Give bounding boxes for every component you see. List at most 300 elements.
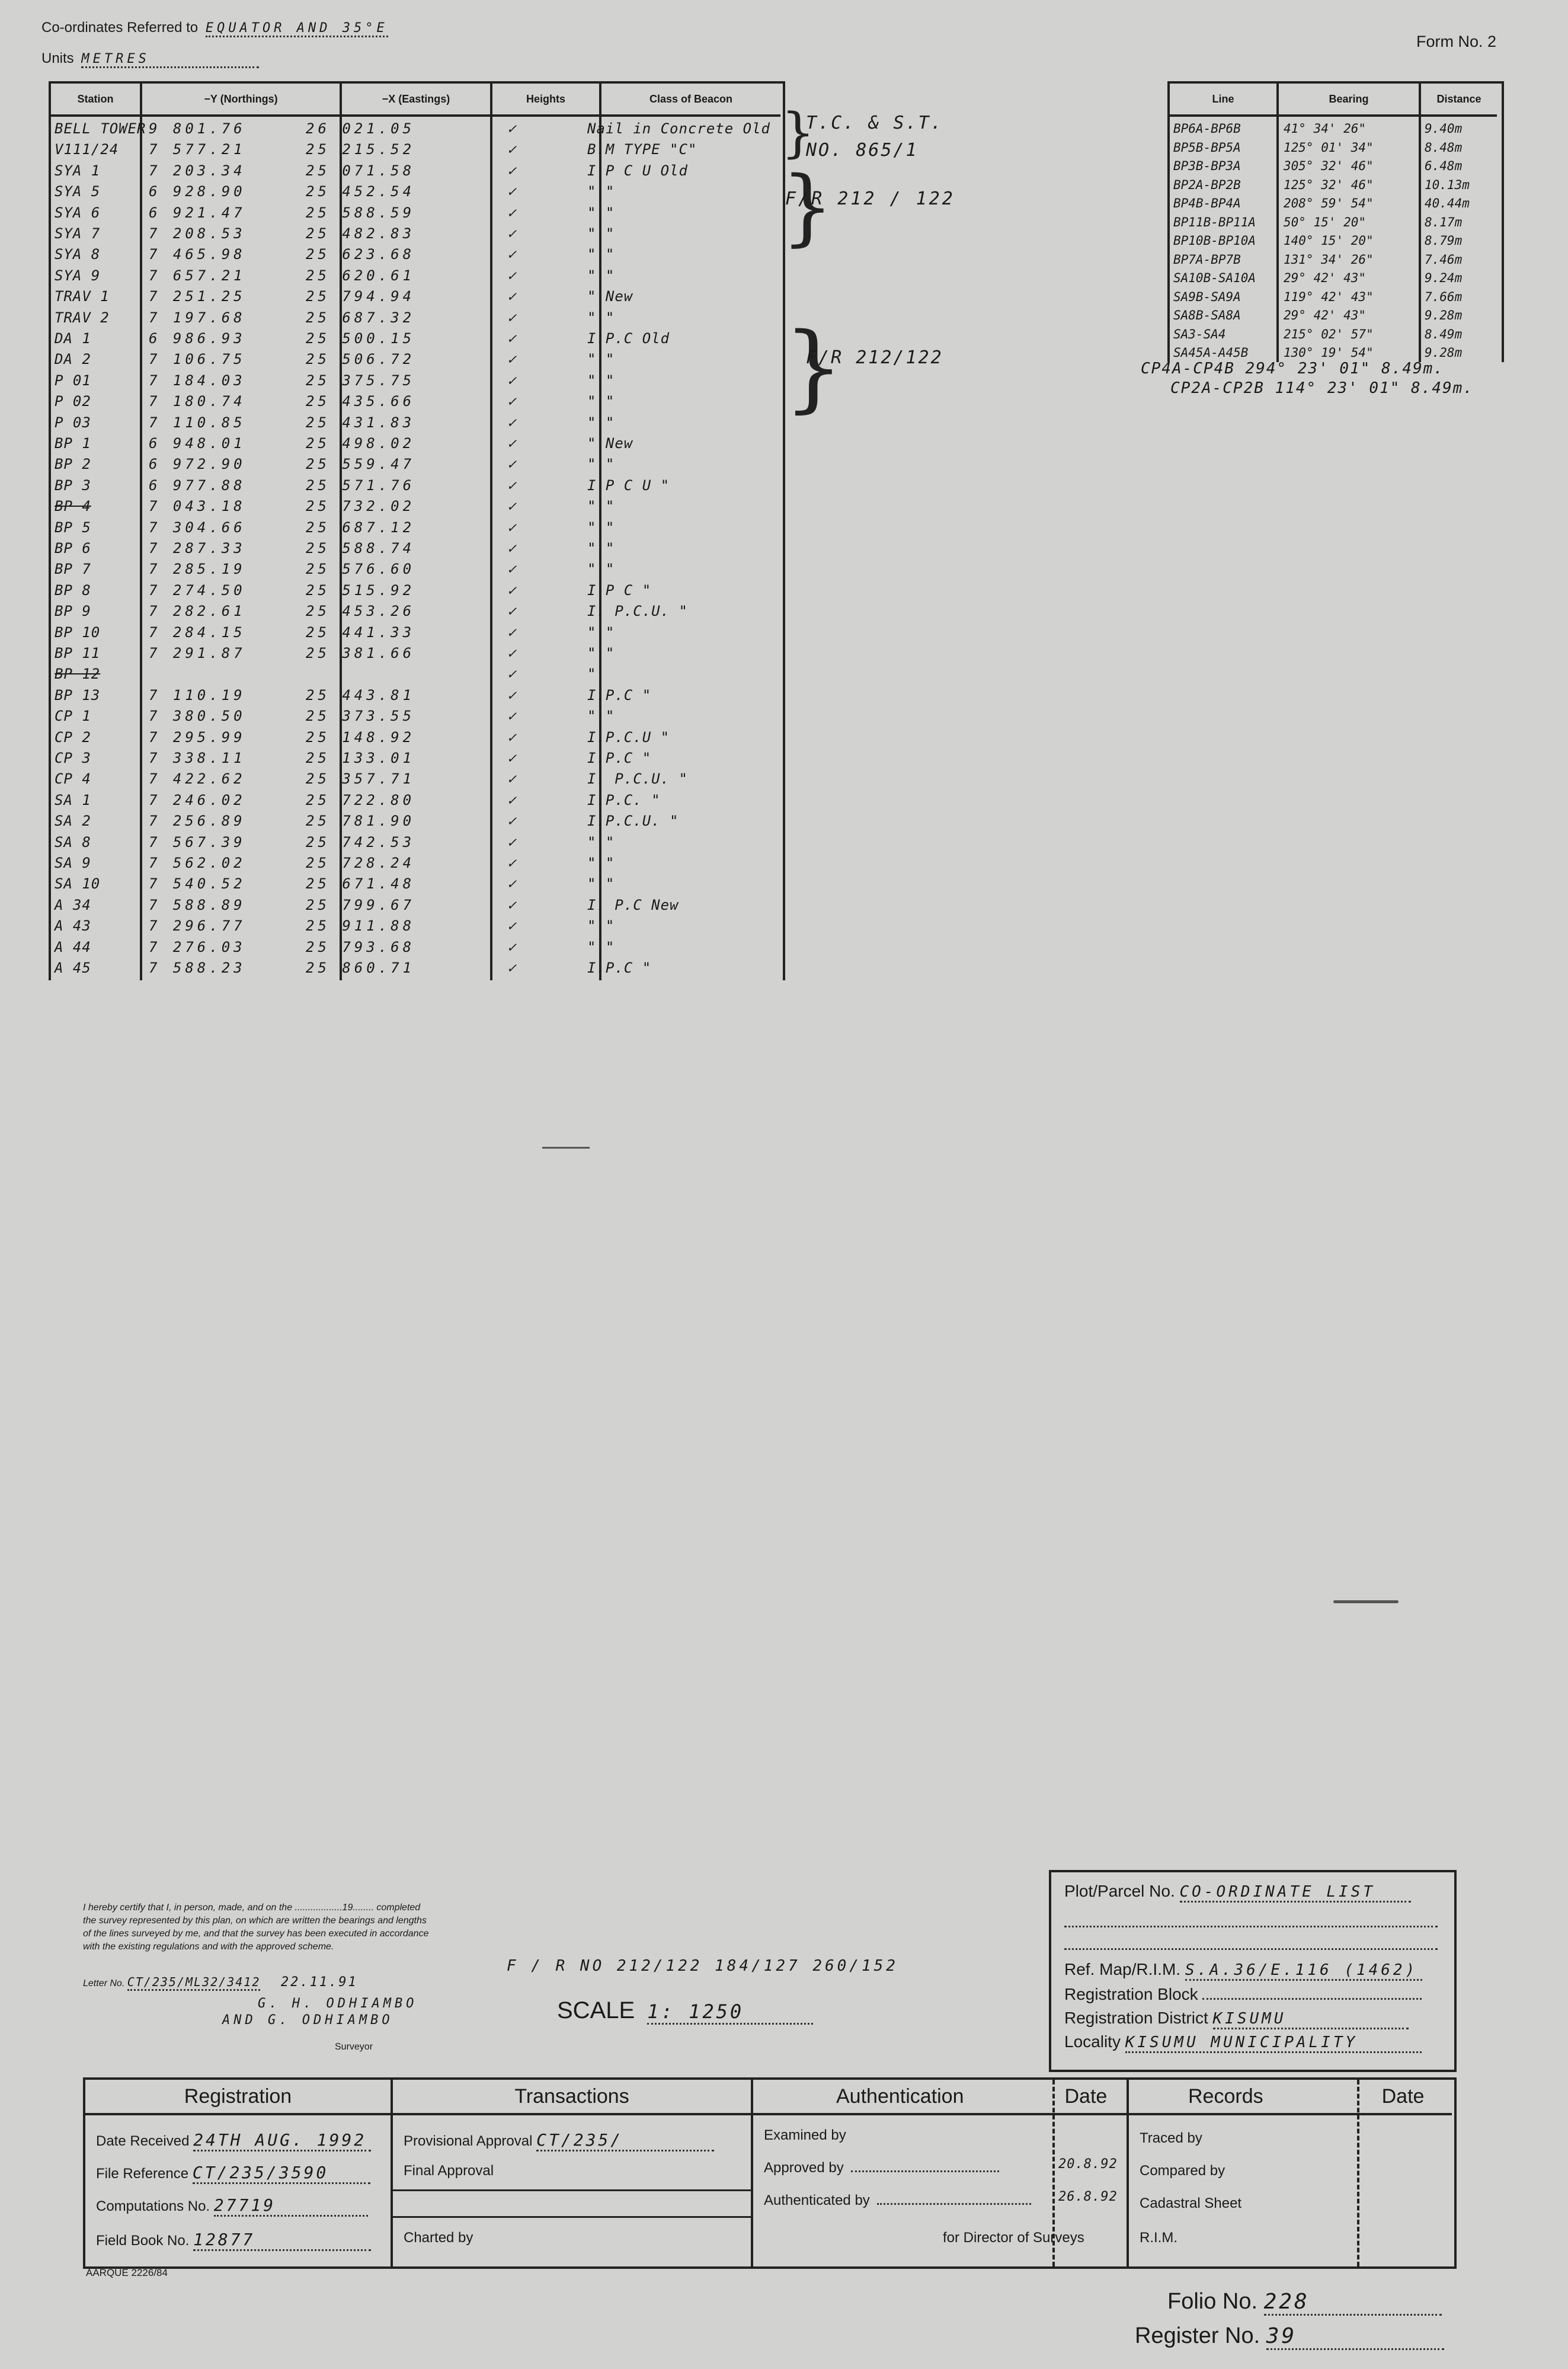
bearing-row xyxy=(1170,289,1499,307)
class-cell: " xyxy=(587,666,597,683)
distance-cell: 9.40m xyxy=(1425,122,1463,136)
northing-cell: 7 422.62 xyxy=(149,771,246,788)
coord-row xyxy=(51,728,780,747)
line-cell: BP10B-BP10A xyxy=(1173,234,1256,248)
northing-cell: 7 588.89 xyxy=(149,896,246,913)
ref-value: S.A.36/E.116 (1462) xyxy=(1185,1961,1422,1981)
station-cell: SA 2 xyxy=(55,813,91,830)
locality-line xyxy=(1064,2032,1422,2053)
bearing-cell: 208° 59' 54" xyxy=(1284,196,1374,210)
authentication-column xyxy=(753,2080,1129,2266)
file-ref-label: File Reference xyxy=(96,2166,189,2182)
station-cell: BP 2 xyxy=(55,456,91,473)
easting-cell: 25 781.90 xyxy=(306,813,415,830)
distance-cell: 8.79m xyxy=(1425,234,1463,248)
station-cell: BP 7 xyxy=(55,561,91,578)
scale-value: 1: 1250 xyxy=(647,2000,813,2025)
district-value: KISUMU xyxy=(1213,2010,1409,2029)
height-check-mark: ✓ xyxy=(507,456,516,473)
distance-cell: 8.48m xyxy=(1425,140,1463,155)
class-cell: " " xyxy=(587,393,615,410)
block-label: Registration Block xyxy=(1064,1985,1198,2003)
easting-cell: 25 623.68 xyxy=(306,246,415,263)
northing-cell: 7 567.39 xyxy=(149,833,246,851)
easting-cell: 25 911.88 xyxy=(306,917,415,935)
coord-row xyxy=(51,896,780,915)
easting-cell: 25 443.81 xyxy=(306,686,415,704)
northing-cell: 6 948.01 xyxy=(149,435,246,452)
coord-row xyxy=(51,224,780,244)
fieldbook-line xyxy=(96,2230,371,2251)
final-approval-label: Final Approval xyxy=(404,2163,494,2179)
height-check-mark: ✓ xyxy=(507,960,516,976)
coord-row xyxy=(51,476,780,495)
coord-row xyxy=(51,769,780,789)
distance-cell: 10.13m xyxy=(1425,177,1470,192)
station-cell: BP 6 xyxy=(55,540,91,557)
station-cell: DA 1 xyxy=(55,330,91,347)
easting-cell: 26 021.05 xyxy=(306,120,415,137)
easting-cell: 25 687.12 xyxy=(306,519,415,536)
class-cell: I.P.C.U. " xyxy=(587,813,679,830)
bearing-row xyxy=(1170,251,1499,270)
height-check-mark: ✓ xyxy=(507,603,516,620)
class-cell: I. P.C.U. " xyxy=(587,603,688,620)
northing-cell: 7 657.21 xyxy=(149,267,246,284)
station-cell: TRAV 1 xyxy=(55,288,110,305)
northing-cell: 7 287.33 xyxy=(149,540,246,557)
height-check-mark: ✓ xyxy=(507,288,516,305)
folio-label: Folio No. xyxy=(1167,2289,1258,2314)
northing-cell: 7 465.98 xyxy=(149,246,246,263)
approved-signature xyxy=(851,2170,999,2172)
height-check-mark: ✓ xyxy=(507,246,516,263)
coord-row xyxy=(51,623,780,642)
col-line-header: Line xyxy=(1170,84,1276,117)
computations-line xyxy=(96,2195,368,2217)
easting-cell: 25 620.61 xyxy=(306,267,415,284)
letter-label: Letter No. xyxy=(83,1978,125,1988)
coord-row xyxy=(51,602,780,621)
charted-by-label: Charted by xyxy=(404,2230,473,2246)
auth-date-head-label: Date xyxy=(1064,2085,1108,2108)
station-cell: SA 1 xyxy=(55,791,91,808)
northing-cell: 7 282.61 xyxy=(149,603,246,620)
coord-row xyxy=(51,329,780,349)
date-received-value: 24TH AUG. 1992 xyxy=(193,2130,371,2151)
northing-cell: 9 801.76 xyxy=(149,120,246,137)
station-cell: CP 1 xyxy=(55,708,91,725)
station-cell: SA 10 xyxy=(55,875,101,893)
coord-row xyxy=(51,560,780,579)
station-cell: BP 11 xyxy=(55,645,101,661)
easting-cell: 25 742.53 xyxy=(306,833,415,851)
easting-cell: 25 506.72 xyxy=(306,351,415,368)
coord-row xyxy=(51,245,780,264)
station-cell: P 01 xyxy=(55,372,91,389)
height-check-mark: ✓ xyxy=(507,896,516,913)
station-cell: BP 12 xyxy=(55,666,101,683)
coord-row xyxy=(51,539,780,558)
folio-value: 228 xyxy=(1264,2290,1442,2316)
distance-cell: 6.48m xyxy=(1425,159,1463,173)
bearing-cell: 215° 02' 57" xyxy=(1284,327,1374,341)
station-cell: CP 3 xyxy=(55,750,91,766)
station-cell: SYA 5 xyxy=(55,183,101,200)
class-cell: I. P.C New xyxy=(587,896,679,913)
line-cell: BP2A-BP2B xyxy=(1173,177,1241,192)
class-cell: I P C U " xyxy=(587,477,670,494)
northing-cell: 7 562.02 xyxy=(149,855,246,871)
surveyor-name-2: AND G. ODHIAMBO xyxy=(222,2013,393,2028)
easting-cell: 25 588.59 xyxy=(306,204,415,221)
brace-2: } xyxy=(781,159,834,255)
approved-date: 20.8.92 xyxy=(1058,2157,1118,2172)
height-check-mark: ✓ xyxy=(507,141,516,158)
station-cell: P 03 xyxy=(55,414,91,431)
easting-cell: 25 576.60 xyxy=(306,561,415,578)
station-cell: TRAV 2 xyxy=(55,309,110,326)
class-cell: " " xyxy=(587,561,615,578)
units-line xyxy=(41,50,259,68)
certificate-text: I hereby certify that I, in person, made, and on the ..................19........ completed the survey represented by this plan, on which are written the bearings and lengths of the lines surveyed by me, and that the survey has been executed in accordance with the existing regulations and with the approved scheme. xyxy=(83,1903,429,1952)
letter-line xyxy=(83,1975,358,1991)
northing-cell: 7 291.87 xyxy=(149,645,246,661)
height-check-mark: ✓ xyxy=(507,833,516,851)
distance-cell: 8.17m xyxy=(1425,215,1463,229)
station-cell: BP 13 xyxy=(55,686,101,704)
coord-row xyxy=(51,161,780,181)
computations-value: 27719 xyxy=(214,2195,368,2217)
col-heights-header: Heights xyxy=(492,84,599,117)
class-cell: " " xyxy=(587,414,615,431)
coord-row xyxy=(51,833,780,852)
station-cell: DA 2 xyxy=(55,351,91,368)
plot-value: CO-ORDINATE LIST xyxy=(1180,1883,1411,1903)
extra-line-cp2: CP2A-CP2B 114° 23' 01" 8.49m. xyxy=(1170,379,1474,397)
line-cell: BP3B-BP3A xyxy=(1173,159,1241,173)
authentication-head xyxy=(753,2080,1127,2115)
units-value: METRES xyxy=(81,52,259,68)
height-check-mark: ✓ xyxy=(507,393,516,410)
compared-line: Compared by xyxy=(1140,2163,1225,2179)
bearing-row xyxy=(1170,326,1499,344)
line-cell: SA9B-SA9A xyxy=(1173,289,1241,304)
height-check-mark: ✓ xyxy=(507,791,516,808)
class-cell: " " xyxy=(587,267,615,284)
station-cell: SYA 9 xyxy=(55,267,101,284)
records-head xyxy=(1129,2080,1452,2115)
height-check-mark: ✓ xyxy=(507,267,516,284)
northing-cell: 7 577.21 xyxy=(149,141,246,158)
annotation-fr-1: F/R 212 / 122 xyxy=(785,188,955,209)
easting-cell: 25 071.58 xyxy=(306,162,415,179)
northing-cell: 7 106.75 xyxy=(149,351,246,368)
stray-mark xyxy=(542,1147,590,1149)
northing-cell: 6 921.47 xyxy=(149,204,246,221)
class-cell: " " xyxy=(587,624,615,641)
height-check-mark: ✓ xyxy=(507,498,516,515)
height-check-mark: ✓ xyxy=(507,645,516,661)
bearing-cell: 125° 32' 46" xyxy=(1284,177,1374,192)
scale-label: SCALE xyxy=(557,1997,635,2023)
class-cell: " " xyxy=(587,833,615,851)
register-label: Register No. xyxy=(1135,2323,1260,2348)
class-cell: " " xyxy=(587,372,615,389)
col-station-header: Station xyxy=(51,84,140,117)
height-check-mark: ✓ xyxy=(507,728,516,746)
northing-cell: 7 184.03 xyxy=(149,372,246,389)
authenticated-line xyxy=(764,2192,1031,2209)
station-cell: SYA 8 xyxy=(55,246,101,263)
height-check-mark: ✓ xyxy=(507,414,516,431)
easting-cell: 25 728.24 xyxy=(306,855,415,871)
authenticated-date: 26.8.92 xyxy=(1058,2189,1118,2204)
class-cell: I.P.C Old xyxy=(587,330,670,347)
distance-cell: 9.28m xyxy=(1425,346,1463,360)
col-distance-header: Distance xyxy=(1421,84,1497,117)
bearing-cell: 140° 15' 20" xyxy=(1284,234,1374,248)
date-received-line xyxy=(96,2130,371,2151)
class-cell: " " xyxy=(587,519,615,536)
district-label: Registration District xyxy=(1064,2009,1208,2027)
northing-cell: 7 285.19 xyxy=(149,561,246,578)
station-cell: SA 9 xyxy=(55,855,91,871)
line-cell: SA45A-A45B xyxy=(1173,346,1249,360)
plot-line xyxy=(1064,1882,1411,1903)
coord-row xyxy=(51,497,780,516)
easting-cell: 25 732.02 xyxy=(306,498,415,515)
station-cell: BP 9 xyxy=(55,603,91,620)
class-cell: " " xyxy=(587,456,615,473)
for-director-line: for Director of Surveys xyxy=(943,2230,1084,2246)
class-cell: " " xyxy=(587,875,615,893)
northing-cell: 7 256.89 xyxy=(149,813,246,830)
class-cell: " " xyxy=(587,351,615,368)
locality-label: Locality xyxy=(1064,2032,1121,2051)
coord-row xyxy=(51,791,780,810)
distance-cell: 7.66m xyxy=(1425,289,1463,304)
station-cell: A 43 xyxy=(55,917,91,935)
coord-row xyxy=(51,686,780,705)
northing-cell: 6 972.90 xyxy=(149,456,246,473)
class-cell: " " xyxy=(587,498,615,515)
height-check-mark: ✓ xyxy=(507,435,516,452)
easting-cell: 25 559.47 xyxy=(306,456,415,473)
height-check-mark: ✓ xyxy=(507,855,516,871)
final-approval-line xyxy=(404,2163,494,2179)
brace-1: } xyxy=(781,102,815,164)
letter-value: CT/235/ML32/3412 xyxy=(127,1975,261,1991)
station-cell: A 45 xyxy=(55,960,91,976)
coord-row xyxy=(51,749,780,768)
coords-value: EQUATOR AND 35°E xyxy=(206,21,388,37)
bearing-row xyxy=(1170,177,1499,195)
coord-row xyxy=(51,413,780,433)
class-cell: I.P.C " xyxy=(587,960,652,976)
northing-cell: 7 380.50 xyxy=(149,708,246,725)
line-cell: BP6A-BP6B xyxy=(1173,122,1241,136)
easting-cell: 25 441.33 xyxy=(306,624,415,641)
plot-dotted-2 xyxy=(1064,1948,1438,1950)
height-check-mark: ✓ xyxy=(507,519,516,536)
easting-cell: 25 671.48 xyxy=(306,875,415,893)
stray-mark-2 xyxy=(1333,1600,1399,1603)
traced-line: Traced by xyxy=(1140,2130,1202,2146)
height-check-mark: ✓ xyxy=(507,666,516,683)
northing-cell: 7 246.02 xyxy=(149,791,246,808)
coord-row xyxy=(51,287,780,306)
easting-cell: 25 375.75 xyxy=(306,372,415,389)
coord-row xyxy=(51,958,780,978)
surveyor-name-1: G. H. ODHIAMBO xyxy=(258,1996,418,2011)
plot-label: Plot/Parcel No. xyxy=(1064,1882,1175,1900)
charted-by-line xyxy=(404,2230,473,2246)
transactions-column xyxy=(393,2080,753,2266)
northing-cell: 7 588.23 xyxy=(149,960,246,976)
northing-cell: 7 304.66 xyxy=(149,519,246,536)
bearing-cell: 119° 42' 43" xyxy=(1284,289,1374,304)
height-check-mark: ✓ xyxy=(507,750,516,766)
letter-date: 22.11.91 xyxy=(280,1975,358,1990)
block-line xyxy=(1064,1985,1422,2004)
station-cell: BP 8 xyxy=(55,581,91,599)
coord-row xyxy=(51,350,780,369)
station-cell: V111/24 xyxy=(55,141,119,158)
easting-cell: 25 215.52 xyxy=(306,141,415,158)
authentication-head-label: Authentication xyxy=(836,2085,964,2108)
height-check-mark: ✓ xyxy=(507,372,516,389)
easting-cell: 25 498.02 xyxy=(306,435,415,452)
northing-cell: 7 274.50 xyxy=(149,581,246,599)
height-check-mark: ✓ xyxy=(507,875,516,893)
records-head-label: Records xyxy=(1188,2085,1263,2108)
prov-approval-line xyxy=(404,2130,714,2151)
height-check-mark: ✓ xyxy=(507,477,516,494)
surveyor-label: Surveyor xyxy=(335,2042,373,2052)
annotation-tc-st: T.C. & S.T. NO. 865/1 xyxy=(806,113,943,161)
easting-cell: 25 453.26 xyxy=(306,603,415,620)
easting-cell: 25 357.71 xyxy=(306,771,415,788)
rim-line: R.I.M. xyxy=(1140,2230,1177,2246)
station-cell: SYA 6 xyxy=(55,204,101,221)
height-check-mark: ✓ xyxy=(507,771,516,788)
coord-row xyxy=(51,644,780,663)
aarque-code: AARQUE 2226/84 xyxy=(86,2267,168,2278)
bearing-cell: 125° 01' 34" xyxy=(1284,140,1374,155)
northing-cell: 7 208.53 xyxy=(149,225,246,242)
distance-cell: 9.24m xyxy=(1425,271,1463,285)
class-cell: B.M TYPE "C" xyxy=(587,141,697,158)
class-cell: I.P.C.U " xyxy=(587,728,670,746)
northing-cell: 6 986.93 xyxy=(149,330,246,347)
bearing-cell: 29° 42' 43" xyxy=(1284,271,1367,285)
station-cell: SYA 7 xyxy=(55,225,101,242)
bearing-cell: 50° 15' 20" xyxy=(1284,215,1367,229)
bearing-cell: 29° 42' 43" xyxy=(1284,308,1367,322)
class-cell: " " xyxy=(587,183,615,200)
extra-line-cp4: CP4A-CP4B 294° 23' 01" 8.49m. xyxy=(1141,360,1444,378)
records-date-head-label: Date xyxy=(1381,2085,1425,2108)
form-number: Form No. 2 xyxy=(1416,33,1497,50)
bearing-cell: 305° 32' 46" xyxy=(1284,159,1374,173)
distance-cell: 40.44m xyxy=(1425,196,1470,210)
coord-row xyxy=(51,371,780,391)
station-cell: BP 4 xyxy=(55,498,91,515)
station-cell: BP 10 xyxy=(55,624,101,641)
registration-column xyxy=(85,2080,393,2266)
class-cell: " " xyxy=(587,708,615,725)
locality-value: KISUMU MUNICIPALITY xyxy=(1125,2034,1422,2053)
coord-row xyxy=(51,518,780,538)
height-check-mark: ✓ xyxy=(507,351,516,368)
bearing-row xyxy=(1170,195,1499,213)
station-cell: A 44 xyxy=(55,938,91,955)
height-check-mark: ✓ xyxy=(507,162,516,179)
computations-label: Computations No. xyxy=(96,2198,210,2214)
station-cell: SYA 1 xyxy=(55,162,101,179)
coord-row xyxy=(51,455,780,474)
units-label: Units xyxy=(41,50,74,66)
station-cell: CP 4 xyxy=(55,771,91,788)
class-cell: " New xyxy=(587,435,633,452)
bearing-row xyxy=(1170,120,1499,139)
easting-cell: 25 588.74 xyxy=(306,540,415,557)
class-cell: " " xyxy=(587,246,615,263)
coord-row xyxy=(51,664,780,684)
easting-cell: 25 381.66 xyxy=(306,645,415,661)
station-cell: A 34 xyxy=(55,896,91,913)
col-eastings-header: −X (Eastings) xyxy=(342,84,490,117)
northing-cell: 6 977.88 xyxy=(149,477,246,494)
bearing-cell: 41° 34' 26" xyxy=(1284,122,1367,136)
height-check-mark: ✓ xyxy=(507,581,516,599)
registration-table xyxy=(83,2077,1457,2269)
class-cell: " " xyxy=(587,309,615,326)
annotation-fr-2: F/R 212/122 xyxy=(806,347,943,368)
coord-row xyxy=(51,182,780,202)
bearing-row xyxy=(1170,270,1499,288)
easting-cell: 25 571.76 xyxy=(306,477,415,494)
fr-reference-line: F / R NO 212/122 184/127 260/152 xyxy=(507,1957,898,1975)
coord-row xyxy=(51,434,780,453)
line-cell: BP5B-BP5A xyxy=(1173,140,1241,155)
coord-row xyxy=(51,811,780,831)
coord-row xyxy=(51,581,780,600)
easting-cell: 25 500.15 xyxy=(306,330,415,347)
height-check-mark: ✓ xyxy=(507,120,516,137)
northing-cell: 7 295.99 xyxy=(149,728,246,746)
class-cell: " " xyxy=(587,225,615,242)
station-cell: P 02 xyxy=(55,393,91,410)
class-cell: " " xyxy=(587,938,615,955)
northing-cell: 7 203.34 xyxy=(149,162,246,179)
class-cell: I.P.C " xyxy=(587,686,652,704)
class-cell: I.P.C. " xyxy=(587,791,661,808)
district-line xyxy=(1064,2009,1409,2029)
station-cell: BP 1 xyxy=(55,435,91,452)
northing-cell: 7 043.18 xyxy=(149,498,246,515)
bearing-cell: 130° 19' 54" xyxy=(1284,346,1374,360)
easting-cell: 25 482.83 xyxy=(306,225,415,242)
bearing-row xyxy=(1170,232,1499,251)
line-bearing-table xyxy=(1167,81,1504,362)
bearing-row xyxy=(1170,139,1499,158)
height-check-mark: ✓ xyxy=(507,330,516,347)
records-column xyxy=(1129,2080,1452,2266)
easting-cell: 25 435.66 xyxy=(306,393,415,410)
coord-row xyxy=(51,392,780,411)
